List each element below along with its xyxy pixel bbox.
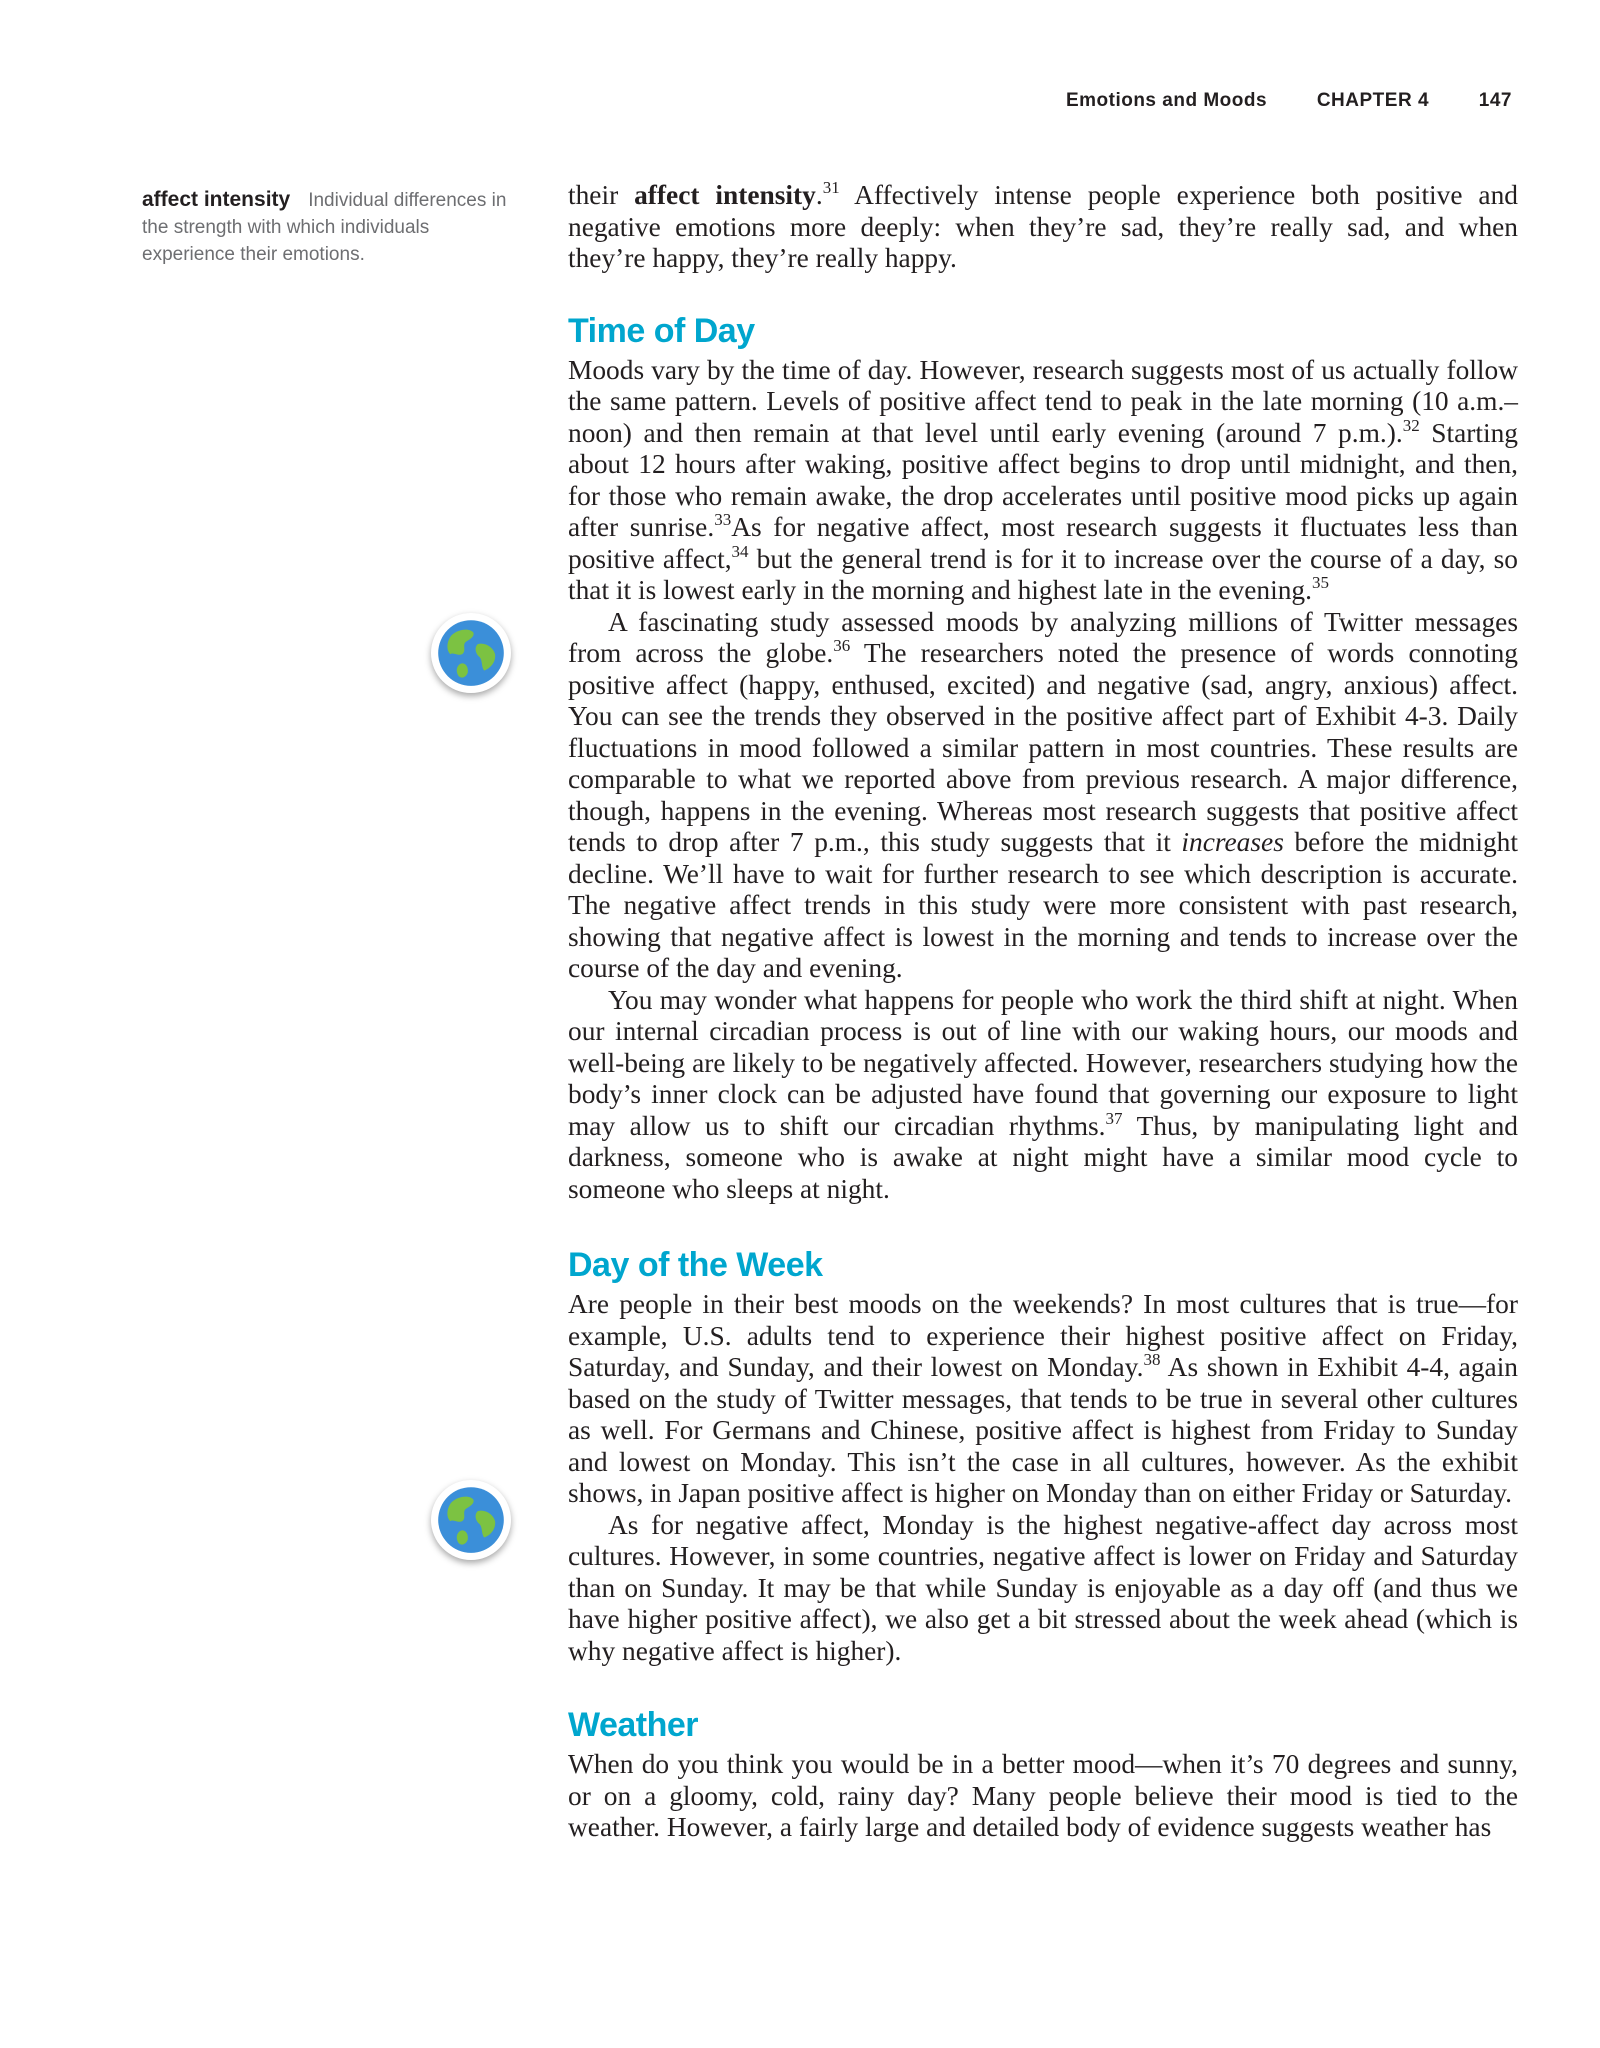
chapter-label: CHAPTER 4	[1316, 90, 1430, 111]
time-of-day-paragraph-1	[568, 355, 1518, 607]
glossary-term: affect intensity	[142, 188, 291, 211]
intro-lead: their	[568, 180, 635, 210]
text-run: Thus, by manipulating light and darkness, someone who is awake at night might have a similar mood cycle to someone who sleeps at night.	[568, 1110, 1518, 1204]
heading-time-of-day: Time of Day	[568, 311, 755, 350]
text-run: before the midnight decline. We’ll have to wait for further research to see which description is accurate. The negative affect trends in this study were more consistent with past research, showing that negative affect is lowest in the morning and tends to increase over the course of the day and evening.	[568, 827, 1518, 983]
main-text-column	[568, 180, 1518, 1844]
key-term: affect intensity	[634, 180, 816, 210]
intro-rest: Affectively intense people experience both positive and negative emotions more deeply: when they’re sad, they’re really sad, and when they’re happy, they’re really happy.	[568, 180, 1518, 273]
text-run: The researchers noted the presence of words connoting positive affect (happy, enthused, excited) and negative (sad, angry, anxious) affect. You can see the trends they observed in the positive affect part of Exhibit 4-3. Daily fluctuations in mood followed a similar pattern in most countries. These results are comparable to what we reported above from previous research. A major difference, though, happens in the evening. Whereas most research suggests that positive affect tends to drop after 7 p.m., this study suggests that it	[568, 638, 1519, 857]
text-run: Are people in their best moods on the weekends? In most cultures that is true—for example, U.S. adults tend to experience their highest positive affect on Friday, Saturday, and Sunday, and their lowest on Monday.	[568, 1289, 1518, 1382]
day-of-week-paragraph-1	[568, 1289, 1518, 1510]
globe-icon-graphic	[436, 1485, 506, 1555]
citation-38: 38	[1143, 1350, 1161, 1369]
page-number: 147	[1478, 90, 1512, 111]
running-head	[1066, 90, 1512, 112]
intro-punct: .	[815, 180, 823, 210]
text-run: but the general trend is for it to increase over the course of a day, so that it is lowest early in the morning and highest late in the evening.	[568, 543, 1518, 605]
intro-paragraph	[568, 180, 1518, 275]
globe-icon[interactable]	[431, 1480, 511, 1560]
section-title: Emotions and Moods	[1065, 90, 1268, 111]
text-run: Moods vary by the time of day. However, research suggests most of us actually follow the same pattern. Levels of positive affect tend to peak in the late morning (10 a.m.–noon) and then remain at that level until early evening (around 7 p.m.).	[568, 354, 1518, 448]
weather-paragraph-1: When do you think you would be in a better mood—when it’s 70 degrees and sunny, or on a gloomy, cold, rainy day? Many people believe their mood is tied to the weather. However, a fairly large and detailed body of evidence suggests weather has	[568, 1749, 1518, 1842]
time-of-day-paragraph-2	[568, 607, 1518, 985]
citation-33: 33	[714, 510, 732, 529]
heading-weather: Weather	[568, 1706, 699, 1744]
citation-31: 31	[822, 178, 840, 197]
text-run: As for negative affect, most research suggests it fluctuates less than positive affect,	[568, 512, 1518, 574]
emphasis: increases	[1181, 827, 1284, 857]
text-run: A fascinating study assessed moods by analyzing millions of Twitter messages from across the globe.	[568, 606, 1518, 668]
margin-glossary-note	[142, 186, 522, 268]
glossary-definition: Individual differences in the strength with which individuals experience their emotions.	[142, 190, 507, 265]
heading-day-of-week: Day of the Week	[568, 1246, 823, 1284]
citation-35: 35	[1311, 573, 1329, 592]
text-run: As shown in Exhibit 4-4, again based on the study of Twitter messages, that tends to be true in several other cultures as well. For Germans and Chinese, positive affect is highest from Friday to Sunday and lowest on Monday. This isn’t the case in all cultures, however. As the exhibit shows, in Japan positive affect is higher on Monday than on either Friday or Saturday.	[568, 1352, 1519, 1508]
citation-32: 32	[1402, 415, 1420, 435]
citation-34: 34	[731, 541, 749, 561]
globe-icon[interactable]	[431, 613, 511, 693]
globe-icon-graphic	[436, 618, 506, 688]
text-run: You may wonder what happens for people who work the third shift at night. When our internal circadian process is out of line with our waking hours, our moods and well-being are likely to be negatively affected. However, researchers studying how the body’s inner clock can be adjusted have found that governing our exposure to light may allow us to shift our circadian rhythms.	[568, 984, 1518, 1141]
day-of-week-paragraph-2: As for negative affect, Monday is the highest negative-affect day across most cultures. However, in some countries, negative affect is lower on Friday and Saturday than on Sunday. It may be that while Sunday is enjoyable as a day off (and thus we have higher positive affect), we also get a bit stressed about the week ahead (which is why negative affect is higher).	[568, 1509, 1518, 1666]
citation-37: 37	[1105, 1108, 1123, 1128]
text-run: Starting about 12 hours after waking, positive affect begins to drop until midnight, and then, for those who remain awake, the drop accelerates until positive mood picks up again after sunrise.	[568, 417, 1518, 542]
time-of-day-paragraph-3	[568, 985, 1518, 1206]
citation-36: 36	[833, 636, 851, 655]
